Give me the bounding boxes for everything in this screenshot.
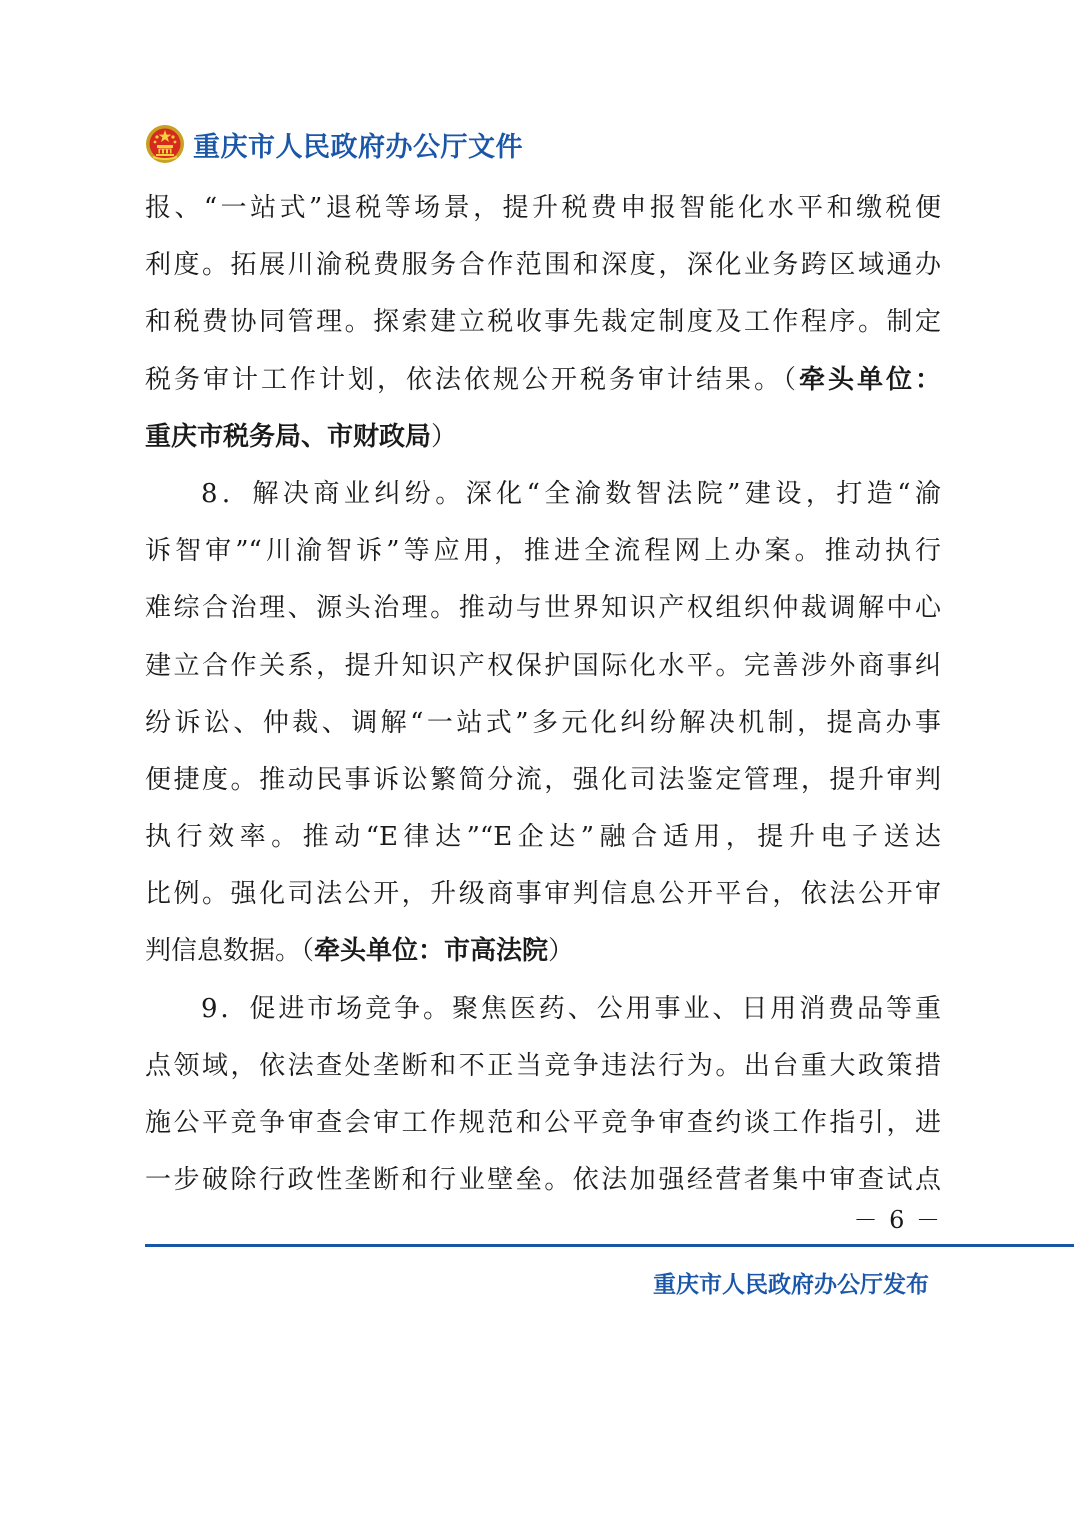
text-line [145,352,941,409]
lead-unit-label: 牵头单位： [798,364,941,395]
text-line [145,409,941,466]
paragraph [145,981,941,1210]
text-line: 建立合作关系，提升知识产权保护国际化水平。完善涉外商事纠 [145,650,941,681]
text-line: 8．解决商业纠纷。深化“全渝数智法院”建设，打造“渝 [201,478,941,509]
text-line: 利度。拓展川渝税费服务合作范围和深度，深化业务跨区域通办 [145,250,941,281]
paragraph [145,466,941,981]
text-span: ） [431,421,458,452]
national-emblem-icon [145,124,185,164]
text-line: 9．促进市场竞争。聚焦医药、公用事业、日用消费品等重 [201,993,941,1024]
text-line [145,923,941,980]
text-line: 和税费协同管理。探索建立税收事先裁定制度及工作程序。制定 [145,307,941,338]
text-line: 执行效率。推动“E律达”“E企达”融合适用，提升电子送达 [145,822,941,853]
text-line: 纷诉讼、仲裁、调解“一站式”多元化纠纷解决机制，提高办事 [145,707,941,738]
text-span: 判信息数据。（ [145,936,315,967]
text-span: 税务审计工作计划，依法依规公开税务审计结果。（ [145,364,799,395]
document-header [145,120,523,168]
text-span: ） [548,936,575,967]
text-line: 点领域，依法查处垄断和不正当竞争违法行为。出台重大政策措 [145,1050,941,1081]
document-body [145,180,941,1209]
lead-unit-label: 牵头单位：市高法院 [314,936,549,967]
text-line: 诉智审”“川渝智诉”等应用，推进全流程网上办案。推动执行 [145,536,941,567]
paragraph [145,180,941,466]
lead-unit-value: 重庆市税务局、市财政局 [145,421,432,452]
header-title: 重庆市人民政府办公厅文件 [193,131,523,163]
text-line: 报、“一站式”退税等场景，提升税费申报智能化水平和缴税便 [145,193,941,223]
footer-divider [145,1244,1074,1247]
text-line: 难综合治理、源头治理。推动与世界知识产权组织仲裁调解中心 [145,593,941,624]
page-number: － 6 － [853,1206,942,1234]
text-line: 施公平竞争审查会审工作规范和公平竞争审查约谈工作指引，进 [145,1108,941,1138]
text-line: 比例。强化司法公开，升级商事审判信息公开平台，依法公开审 [145,879,941,910]
text-line: 便捷度。推动民事诉讼繁简分流，强化司法鉴定管理，提升审判 [145,764,941,795]
text-line: 一步破除行政性垄断和行业壁垒。依法加强经营者集中审查试点 [145,1165,941,1196]
footer-publisher: 重庆市人民政府办公厅发布 [653,1272,929,1298]
